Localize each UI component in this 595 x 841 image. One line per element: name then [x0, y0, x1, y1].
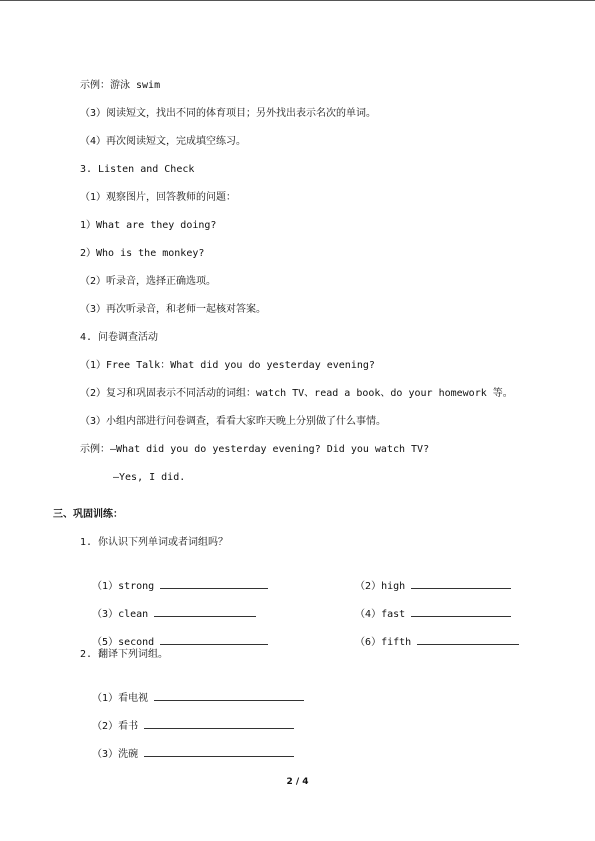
answer-blank[interactable] [144, 718, 294, 729]
listen-choose: （2）听录音，选择正确选项。 [80, 276, 217, 287]
q1-item-label: （3）clean [92, 609, 149, 620]
page-number: 2 / 4 [286, 777, 309, 787]
q1-item-2 [343, 564, 511, 594]
q1-item-3 [80, 592, 256, 622]
survey-heading: 4. 问卷调查活动 [80, 332, 159, 343]
answer-blank[interactable] [154, 690, 304, 701]
question-2: 2）Who is the monkey? [80, 248, 205, 259]
review-phrases: （2）复习和巩固表示不同活动的词组：watch TV、read a book、do your homework 等。 [80, 388, 513, 399]
answer-blank[interactable] [144, 746, 294, 757]
section-title: 三、巩固训练： [53, 509, 123, 520]
q1-item-1 [80, 564, 268, 594]
q2-item-2 [80, 704, 294, 734]
page-top-rule [0, 0, 595, 1]
step-4-read-again: （4）再次阅读短文，完成填空练习。 [80, 136, 247, 147]
q1-title: 1. 你认识下列单词或者词组吗？ [80, 537, 229, 548]
q1-item-6 [343, 620, 519, 650]
answer-blank[interactable] [160, 634, 268, 645]
answer-blank[interactable] [154, 606, 256, 617]
q2-title: 2. 翻译下列词组。 [80, 649, 169, 660]
step-3-read: （3）阅读短文，找出不同的体育项目；另外找出表示名次的单词。 [80, 108, 377, 119]
q1-item-label: （1）strong [92, 581, 155, 592]
example-dialogue-answer: —Yes, I did. [113, 472, 186, 483]
q2-item-1 [80, 676, 304, 706]
group-survey: （3）小组内部进行问卷调查，看看大家昨天晚上分别做了什么事情。 [80, 416, 387, 427]
q1-item-4 [343, 592, 511, 622]
observe-picture: （1）观察图片，回答教师的问题： [80, 192, 237, 203]
example-dialogue-question: 示例：—What did you do yesterday evening? Did you watch TV? [80, 444, 430, 455]
example-swim: 示例：游泳 swim [80, 80, 161, 91]
answer-blank[interactable] [411, 606, 511, 617]
q2-item-label: （2）看书 [92, 721, 139, 732]
listen-check-answers: （3）再次听录音，和老师一起核对答案。 [80, 304, 267, 315]
free-talk: （1）Free Talk：What did you do yesterday evening? [80, 360, 375, 371]
answer-blank[interactable] [417, 634, 519, 645]
question-1: 1）What are they doing? [80, 220, 217, 231]
q2-item-3 [80, 732, 294, 762]
q1-item-5 [80, 620, 268, 650]
q1-item-label: （6）fifth [355, 637, 412, 648]
q2-item-label: （1）看电视 [92, 693, 149, 704]
answer-blank[interactable] [160, 578, 268, 589]
q1-item-label: （2）high [355, 581, 406, 592]
q2-item-label: （3）洗碗 [92, 749, 139, 760]
q1-item-label: （4）fast [355, 609, 406, 620]
listen-and-check-heading: 3. Listen and Check [80, 164, 195, 175]
q1-item-label: （5）second [92, 637, 155, 648]
answer-blank[interactable] [411, 578, 511, 589]
